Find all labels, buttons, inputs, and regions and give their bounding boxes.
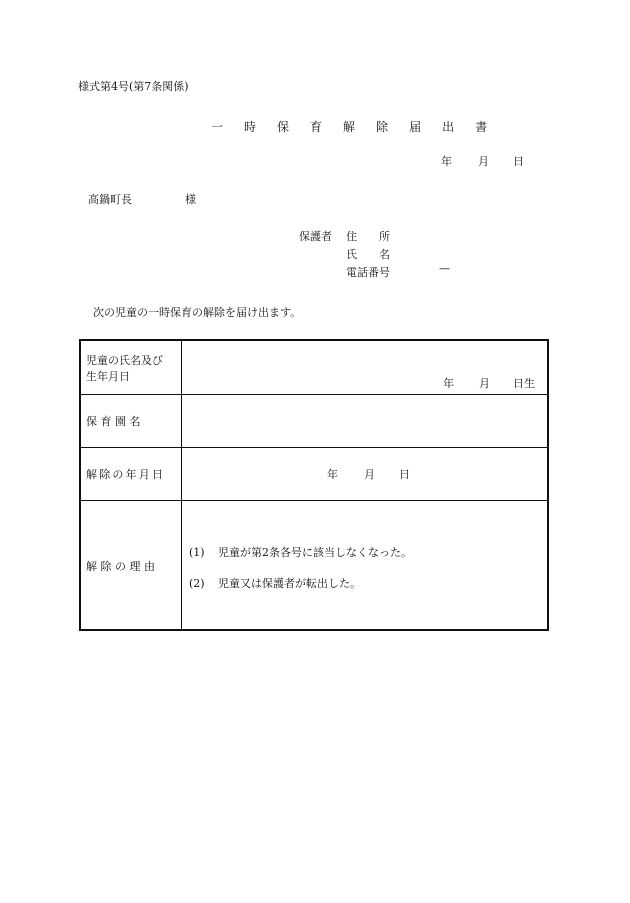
child-birth-month: 月 (479, 377, 490, 390)
table-row-child (81, 341, 547, 394)
form-table (79, 339, 549, 631)
cancel-date-month: 月 (364, 468, 375, 481)
guardian-name-label: 氏 名 (346, 248, 390, 261)
date-month: 月 (478, 155, 489, 168)
document-title: 一 時 保 育 解 除 届 出 書 (211, 120, 496, 134)
guardian-label: 保護者 (299, 230, 332, 243)
child-label-line1: 児童の氏名及び (86, 354, 163, 367)
guardian-phone-label: 電話番号 (346, 266, 390, 279)
reason-option-2-text: 児童又は保護者が転出した。 (218, 577, 361, 590)
reason-label-cell (81, 501, 182, 629)
child-birth-day: 日生 (513, 377, 535, 390)
child-birth-year: 年 (443, 377, 454, 390)
child-label-line2: 生年月日 (86, 370, 130, 383)
child-label-cell (81, 341, 182, 394)
addressee-name: 高鍋町長 (88, 193, 132, 206)
cancel-date-label: 解除の年月日 (86, 468, 166, 481)
date-year: 年 (441, 155, 452, 168)
reason-option-1-number: (1) (189, 546, 205, 559)
date-day: 日 (513, 155, 524, 168)
nursery-label: 保 育 園 名 (86, 415, 141, 428)
nursery-label-cell (81, 395, 182, 447)
reason-option-1-text: 児童が第2条各号に該当しなくなった。 (218, 546, 412, 559)
table-row-nursery (81, 394, 547, 447)
phone-separator: — (439, 262, 450, 275)
table-row-cancel-date (81, 447, 547, 500)
intro-text: 次の児童の一時保育の解除を届け出ます。 (93, 306, 302, 319)
reason-option-2-number: (2) (189, 577, 205, 590)
addressee-honorific: 様 (185, 193, 196, 206)
guardian-address-label: 住 所 (346, 230, 390, 243)
reason-label: 解 除 の 理 由 (86, 560, 155, 573)
table-row-reason (81, 500, 547, 629)
cancel-date-day: 日 (399, 468, 410, 481)
cancel-date-year: 年 (327, 468, 338, 481)
cancel-date-label-cell (81, 448, 182, 500)
form-number: 様式第4号(第7条関係) (78, 80, 189, 93)
